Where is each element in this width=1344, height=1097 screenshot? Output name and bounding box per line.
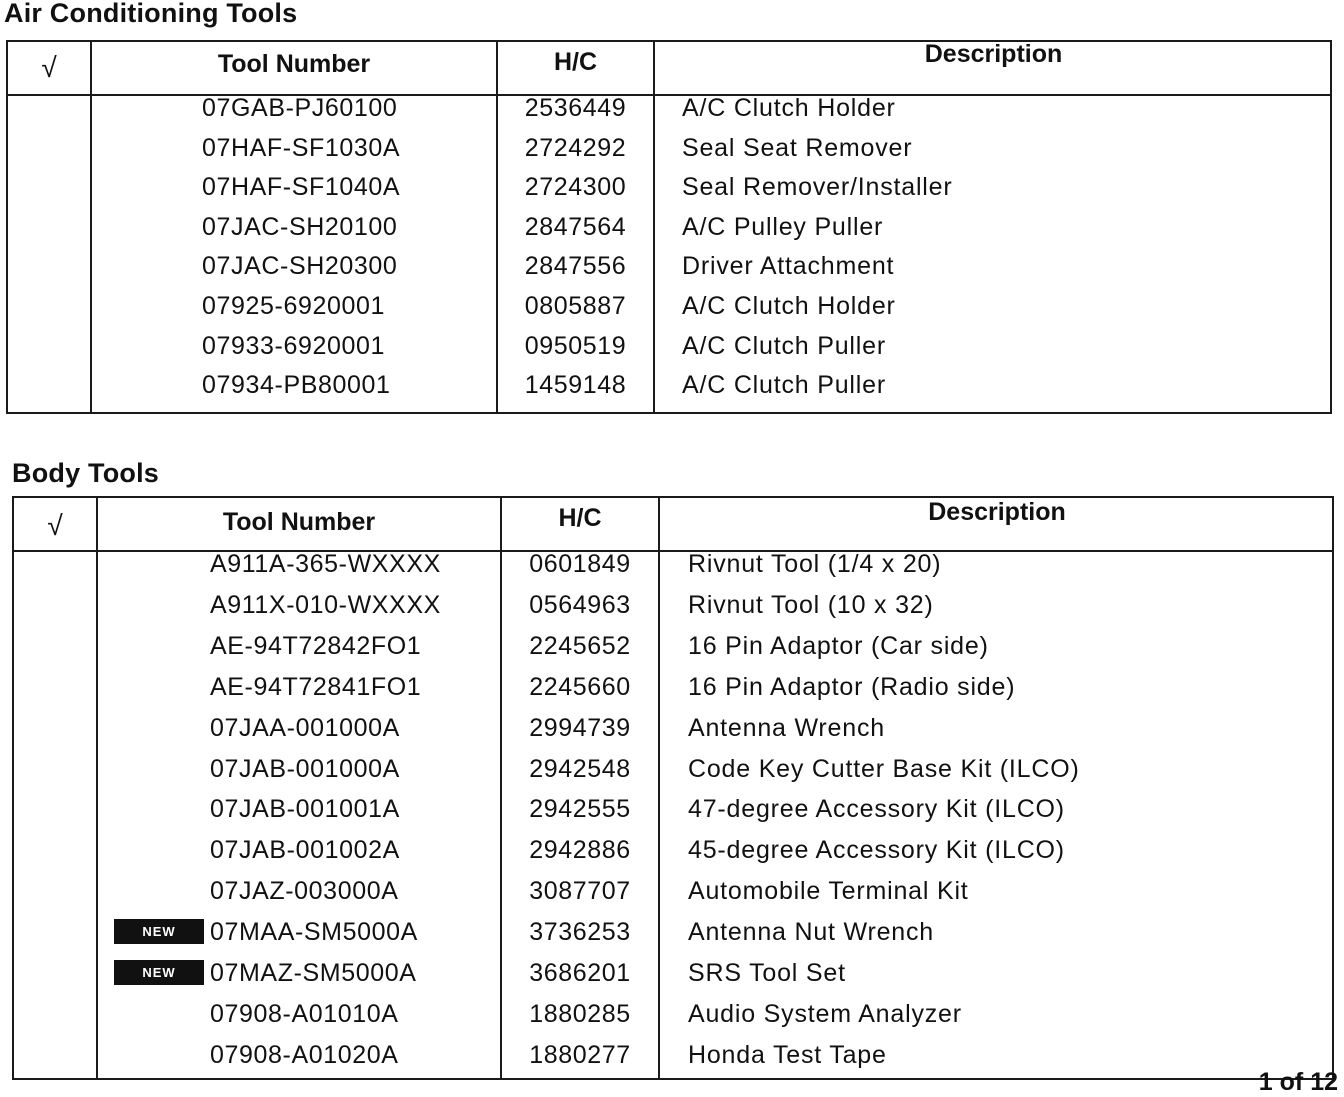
hc-cell: 2536449	[524, 94, 627, 122]
description-cell: A/C Clutch Puller	[682, 331, 886, 360]
header-check: √	[41, 52, 57, 83]
description-cell: 16 Pin Adaptor (Car side)	[688, 631, 989, 660]
tool-number-cell: 07934-PB80001	[202, 371, 391, 400]
tool-number-cell: 07JAB-001001A	[210, 795, 400, 824]
new-badge: NEW	[114, 919, 204, 944]
hc-cell: 1880285	[529, 999, 631, 1028]
hc-cell: 2942555	[529, 795, 631, 824]
description-cell: Seal Remover/Installer	[682, 173, 953, 202]
tool-number-cell: 07908-A01020A	[210, 1040, 399, 1069]
section-title-body-tools: Body Tools	[12, 458, 159, 488]
tool-number-cell: 07JAB-001000A	[210, 754, 400, 783]
description-cell: A/C Clutch Holder	[682, 292, 896, 320]
table-row	[14, 994, 1332, 1034]
header-tool-number: Tool Number	[217, 50, 371, 78]
tool-number-cell: 07933-6920001	[202, 331, 385, 360]
description-cell: 16 Pin Adaptor (Radio side)	[688, 672, 1016, 701]
new-badge: NEW	[114, 960, 204, 985]
tool-number-cell: 07MAA-SM5000A	[210, 918, 418, 947]
hc-cell: 3736253	[529, 918, 631, 947]
header-check: √	[47, 510, 63, 541]
tool-number-cell: 07HAF-SF1040A	[202, 173, 401, 202]
table-row	[14, 626, 1332, 666]
description-cell: Rivnut Tool (1/4 x 20)	[688, 550, 942, 578]
hc-cell: 2724300	[524, 173, 627, 202]
hc-cell: 2942886	[529, 836, 631, 865]
description-cell: Audio System Analyzer	[688, 999, 962, 1028]
tool-number-cell: 07JAC-SH20300	[202, 252, 398, 281]
tool-number-cell: 07HAF-SF1030A	[202, 133, 401, 162]
header-hc: H/C	[558, 504, 602, 532]
header-description: Description	[924, 40, 1063, 68]
description-cell: Seal Seat Remover	[682, 133, 913, 162]
table-row	[8, 167, 1330, 207]
header-description: Description	[928, 498, 1066, 526]
tool-number-cell: AE-94T72841FO1	[210, 672, 422, 701]
description-cell: Antenna Nut Wrench	[688, 918, 935, 947]
page-number: 1 of 12	[1258, 1068, 1338, 1096]
header-tool-number: Tool Number	[222, 508, 376, 536]
table-row	[8, 365, 1330, 405]
table-row	[14, 1035, 1332, 1075]
hc-cell: 0950519	[524, 331, 627, 360]
description-cell: A/C Pulley Puller	[682, 212, 884, 241]
description-cell: 47-degree Accessory Kit (ILCO)	[688, 795, 1065, 824]
hc-cell: 2847564	[524, 212, 627, 241]
table-row	[14, 789, 1332, 829]
hc-cell: 0601849	[529, 550, 631, 578]
body-tools-table	[12, 496, 1334, 1080]
description-cell: Honda Test Tape	[688, 1040, 887, 1069]
air-conditioning-tools-table	[6, 40, 1332, 414]
description-cell: Code Key Cutter Base Kit (ILCO)	[688, 754, 1080, 783]
tool-number-cell: 07JAA-001000A	[210, 713, 400, 742]
description-cell: Automobile Terminal Kit	[688, 877, 969, 906]
table-row	[8, 88, 1330, 128]
hc-cell: 0805887	[524, 292, 627, 320]
tool-number-cell: 07GAB-PJ60100	[202, 94, 398, 122]
hc-cell: 2942548	[529, 754, 631, 783]
hc-cell: 1459148	[524, 371, 627, 400]
tool-number-cell: 07JAB-001002A	[210, 836, 400, 865]
hc-cell: 3087707	[529, 877, 631, 906]
tool-number-cell: 07908-A01010A	[210, 999, 399, 1028]
table-row	[14, 953, 1332, 993]
description-cell: Antenna Wrench	[688, 713, 885, 742]
table-row	[8, 207, 1330, 247]
table-row	[8, 286, 1330, 326]
tool-number-cell: 07JAZ-003000A	[210, 877, 399, 906]
description-cell: A/C Clutch Puller	[682, 371, 886, 400]
description-cell: 45-degree Accessory Kit (ILCO)	[688, 836, 1065, 865]
description-cell: A/C Clutch Holder	[682, 94, 896, 122]
table-row	[14, 585, 1332, 625]
table-row	[8, 246, 1330, 286]
hc-cell: 2245652	[529, 631, 631, 660]
hc-cell: 2847556	[524, 252, 627, 281]
header-hc: H/C	[553, 48, 598, 76]
table-row	[14, 912, 1332, 952]
hc-cell: 0564963	[529, 590, 631, 619]
table-row	[8, 326, 1330, 366]
tool-number-cell: 07925-6920001	[202, 292, 385, 320]
tool-number-cell: 07JAC-SH20100	[202, 212, 398, 241]
table-row	[14, 708, 1332, 748]
hc-cell: 2245660	[529, 672, 631, 701]
table-row	[14, 667, 1332, 707]
hc-cell: 1880277	[529, 1040, 631, 1069]
table-row	[14, 871, 1332, 911]
description-cell: Driver Attachment	[682, 252, 895, 281]
hc-cell: 2724292	[524, 133, 627, 162]
table-row	[14, 749, 1332, 789]
table-row	[14, 830, 1332, 870]
description-cell: SRS Tool Set	[688, 959, 846, 987]
tool-number-cell: A911X-010-WXXXX	[210, 590, 441, 619]
hc-cell: 3686201	[529, 959, 631, 987]
table-row	[14, 544, 1332, 584]
table-row	[8, 128, 1330, 168]
tool-number-cell: AE-94T72842FO1	[210, 631, 422, 660]
tool-number-cell: 07MAZ-SM5000A	[210, 959, 417, 987]
description-cell: Rivnut Tool (10 x 32)	[688, 590, 934, 619]
hc-cell: 2994739	[529, 713, 631, 742]
tool-number-cell: A911A-365-WXXXX	[210, 550, 441, 578]
section-title-air-conditioning: Air Conditioning Tools	[4, 0, 298, 28]
